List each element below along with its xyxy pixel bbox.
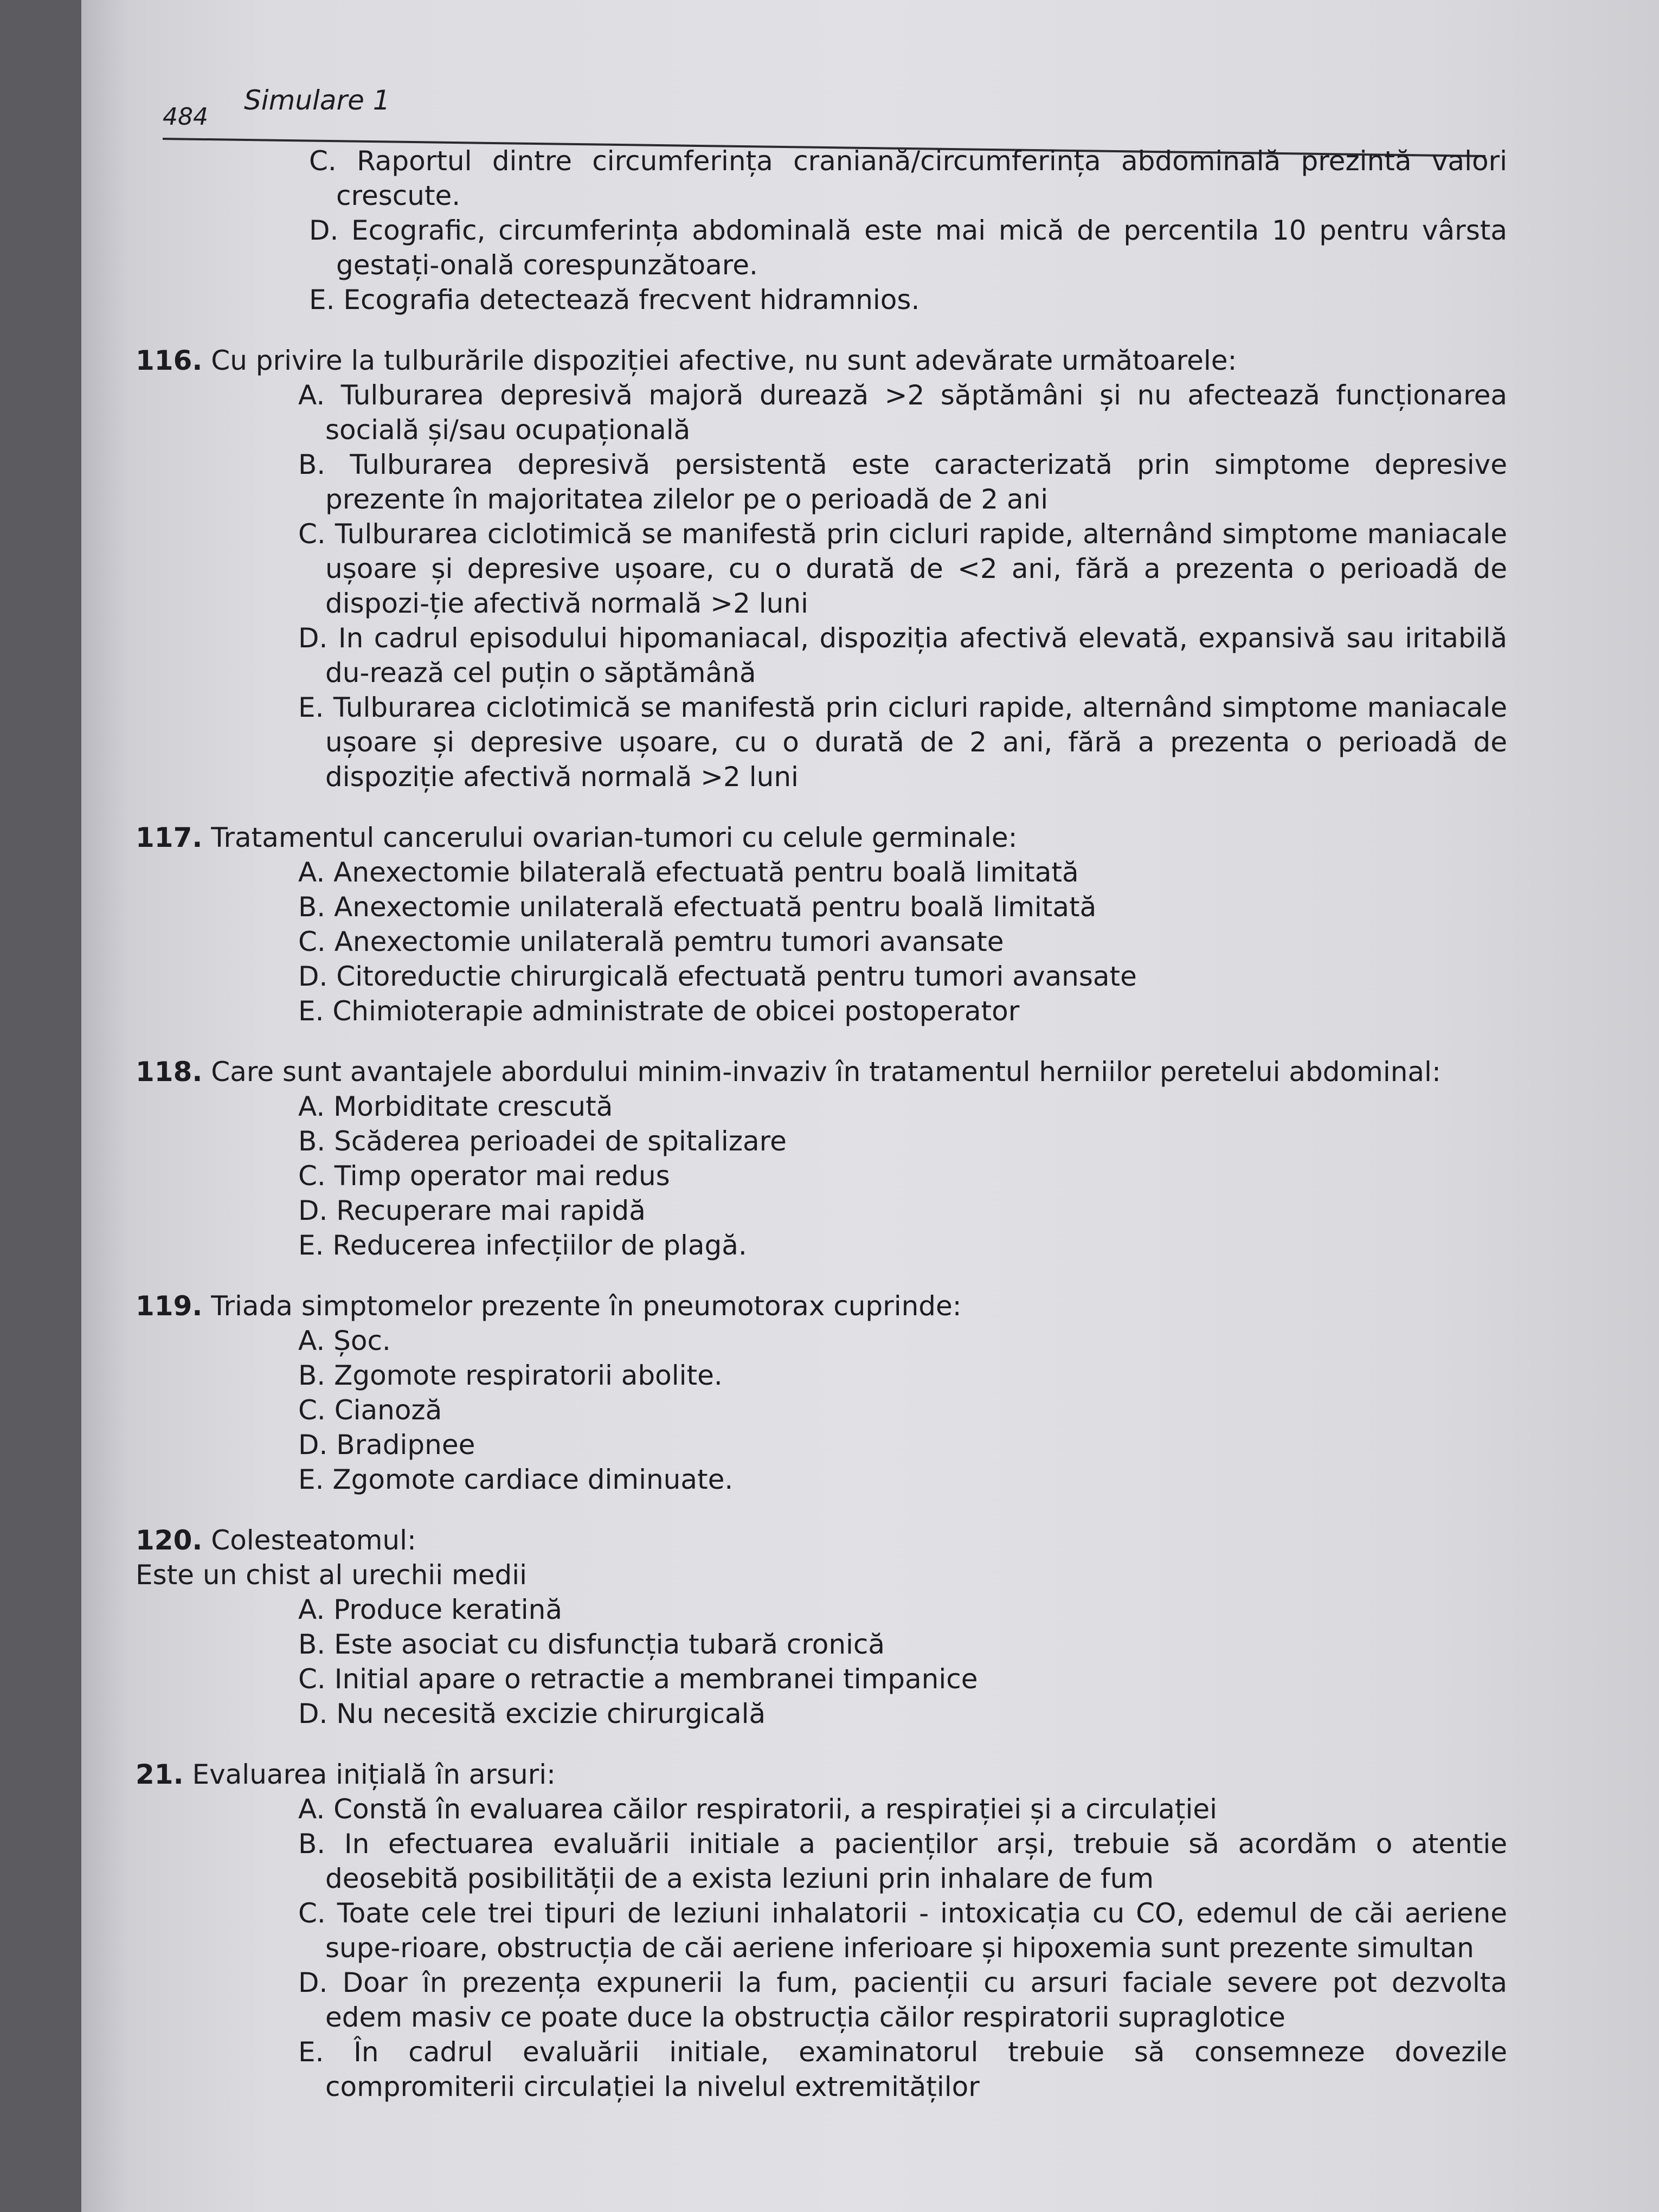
option: A. Șoc. [298,1325,391,1356]
option: D. Ecografic, circumferința abdominală este mai mică de percentila 10 pentru vârsta gestați-onală corespunzătoare. [309,215,1507,281]
question-120 [136,1523,1507,1731]
question-number: 118. [136,1056,203,1088]
option: B. Anexectomie unilaterală efectuată pentru boală limitată [298,891,1097,923]
option: E. Tulburarea ciclotimică se manifestă prin cicluri rapide, alternând simptome maniacale ușoare și depresive ușoare, cu o durată de 2 ani, fără a prezenta o perioadă de dispoziție afectivă normală >2 luni [298,692,1507,793]
question-117 [136,820,1507,1028]
option: D. Nu necesită excizie chirurgicală [298,1698,766,1729]
option: E. Ecografia detectează frecvent hidramnios. [309,284,920,316]
question-number: 116. [136,345,203,376]
page-content [136,144,1507,2130]
option: E. În cadrul evaluării initiale, examinatorul trebuie să consemneze dovezile compromiterii circulației la nivelul extremităților [298,2036,1507,2102]
option: A. Constă în evaluarea căilor respiratorii, a respirației și a circulației [298,1793,1218,1825]
page-header [163,81,1486,146]
question-number: 120. [136,1525,203,1556]
option: D. Citoreductie chirurgicală efectuată pentru tumori avansate [298,961,1137,992]
option: B. Tulburarea depresivă persistentă este caracterizată prin simptome depresive prezente în majoritatea zilelor pe o perioadă de 2 ani [298,449,1507,515]
question-116 [136,343,1507,794]
running-title: Simulare 1 [244,85,390,116]
question-stem [136,1757,1507,1792]
option: B. Scăderea perioadei de spitalizare [298,1126,787,1157]
option: D. Recuperare mai rapidă [298,1195,646,1226]
option: C. Cianoză [298,1394,442,1426]
option: B. Este asociat cu disfuncția tubară cronică [298,1629,885,1660]
page-number: 484 [163,103,208,131]
question-text: Triada simptomelor prezente în pneumotorax cuprinde: [211,1290,962,1322]
question-text: Care sunt avantajele abordului minim-invaziv în tratamentul herniilor peretelui abdominal: [211,1056,1441,1088]
option: C. Raportul dintre circumferința craniană/circumferința abdominală prezintă valori crescute. [309,145,1507,211]
question-stem [136,1289,1507,1323]
option: A. Morbiditate crescută [298,1091,613,1122]
option: A. Tulburarea depresivă majoră durează >2 săptămâni și nu afectează funcționarea socială și/sau ocupațională [298,380,1507,446]
option: A. Anexectomie bilaterală efectuată pentru boală limitată [298,857,1079,888]
question-text: Colesteatomul: [211,1525,416,1556]
option: C. Initial apare o retractie a membranei timpanice [298,1663,978,1695]
question-number: 21. [136,1759,184,1790]
option: B. Zgomote respiratorii abolite. [298,1360,723,1391]
option: A. Produce keratină [298,1594,562,1625]
question-stem [136,820,1507,855]
option: C. Anexectomie unilaterală pemtru tumori avansate [298,926,1004,957]
question-number: 117. [136,822,203,853]
question-number: 119. [136,1290,203,1322]
question-text: Tratamentul cancerului ovarian-tumori cu celule germinale: [211,822,1018,853]
question-note: Este un chist al urechii medii [136,1559,527,1591]
option: E. Reducerea infecțiilor de plagă. [298,1230,747,1261]
question-stem [136,343,1507,378]
question-119 [136,1289,1507,1497]
question-text: Evaluarea inițială în arsuri: [192,1759,556,1790]
question-stem [136,1523,1507,1558]
option: C. Tulburarea ciclotimică se manifestă prin cicluri rapide, alternând simptome maniacale ușoare și depresive ușoare, cu o durată de <2 ani, fără a prezenta o perioadă de dispozi-ție afectivă normală >2 luni [298,518,1507,619]
option: D. In cadrul episodului hipomaniacal, dispoziția afectivă elevată, expansivă sau iritabilă du-rează cel puțin o săptămână [298,622,1507,689]
option: E. Zgomote cardiace diminuate. [298,1464,734,1495]
question-118 [136,1054,1507,1263]
option: C. Toate cele trei tipuri de leziuni inhalatorii - intoxicația cu CO, edemul de căi aeriene supe-rioare, obstrucția de căi aeriene inferioare și hipoxemia sunt prezente simultan [298,1898,1507,1964]
option: D. Bradipnee [298,1429,475,1461]
book-page [81,0,1659,2212]
question-121 [136,1757,1507,2104]
previous-question-continuation [136,144,1507,317]
option: E. Chimioterapie administrate de obicei postoperator [298,995,1020,1027]
option: D. Doar în prezența expunerii la fum, pacienții cu arsuri faciale severe pot dezvolta edem masiv ce poate duce la obstrucția căilor respiratorii supraglotice [298,1967,1507,2033]
option: C. Timp operator mai redus [298,1160,670,1192]
question-text: Cu privire la tulburările dispoziției afective, nu sunt adevărate următoarele: [211,345,1237,376]
question-stem [136,1054,1507,1089]
option: B. In efectuarea evaluării initiale a pacienților arși, trebuie să acordăm o atentie deosebită posibilității de a exista leziuni prin inhalare de fum [298,1828,1507,1894]
